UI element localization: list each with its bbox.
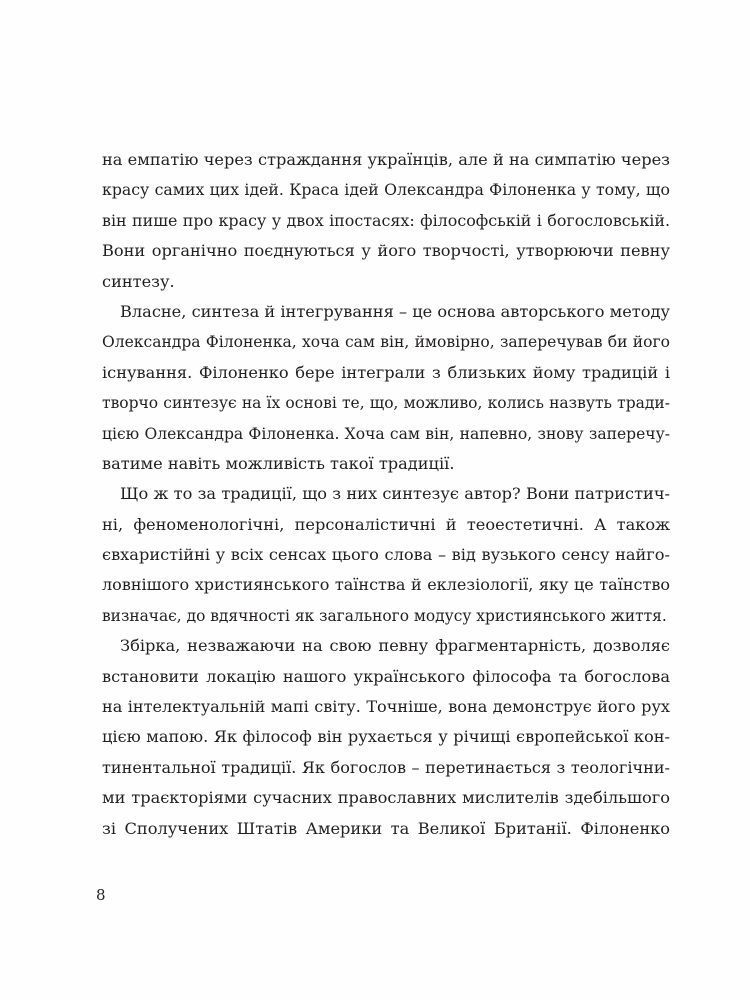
- text-line: ні, феноменологічні, персоналістичні й теоестетичні. А також: [102, 514, 670, 534]
- text-line: Олександра Філоненка, хоча сам він, ймовірно, заперечував би його: [102, 333, 670, 352]
- paragraph: [102, 631, 670, 844]
- text-line: ми траєкторіями сучасних православних мислителів здебільшого: [102, 788, 670, 808]
- text-line: визначає, до вдячності як загального модусу християнського життя.: [102, 606, 667, 625]
- paragraph: [102, 145, 670, 297]
- text-line: синтезу.: [102, 271, 175, 291]
- text-line: на емпатію через страждання українців, але й на симпатію через: [102, 150, 670, 169]
- text-line: Вони органічно поєднуються у його творчості, утворюючи певну: [102, 241, 670, 261]
- text-line: ватиме навіть можливість такої традиції.: [102, 453, 455, 473]
- paragraph: [102, 297, 670, 479]
- page-number: 8: [96, 886, 106, 904]
- text-line: творчо синтезує на їх основі те, що, можливо, колись назвуть тради-: [102, 394, 670, 413]
- text-line: зі Сполучених Штатів Америки та Великої Британії. Філоненко: [102, 818, 670, 838]
- text-line: цією Олександра Філоненка. Хоча сам він, напевно, знову заперечу-: [102, 424, 670, 443]
- text-line: Що ж то за традиції, що з них синтезує автор? Вони патристич-: [120, 484, 670, 504]
- text-line: встановити локацію нашого українського філософа та богослова: [102, 666, 670, 686]
- text-line: красу самих цих ідей. Краса ідей Олександра Філоненка у тому, що: [102, 180, 670, 200]
- text-line: існування. Філоненко бере інтеграли з близьких йому традицій і: [102, 362, 670, 382]
- text-line: тинентальної традиції. Як богослов – перетинається з теологічни-: [102, 757, 670, 777]
- text-line: євхаристійні у всіх сенсах цього слова – від вузького сенсу найго-: [102, 545, 670, 565]
- text-line: Збірка, незважаючи на свою певну фрагментарність, дозволяє: [120, 636, 670, 656]
- text-line: він пише про красу у двох іпостасях: філософській і богословській.: [102, 210, 670, 230]
- text-line: Власне, синтеза й інтегрування – це основа авторського методу: [120, 301, 670, 321]
- text-line: цією мапою. Як філософ він рухається у річищі європейської кон-: [102, 727, 670, 747]
- body-text: [102, 145, 670, 844]
- text-line: ловнішого християнського таїнства й еклезіології, яку це таїнство: [102, 575, 670, 595]
- text-line: на інтелектуальній мапі світу. Точніше, вона демонструє його рух: [102, 697, 670, 717]
- paragraph: [102, 479, 670, 631]
